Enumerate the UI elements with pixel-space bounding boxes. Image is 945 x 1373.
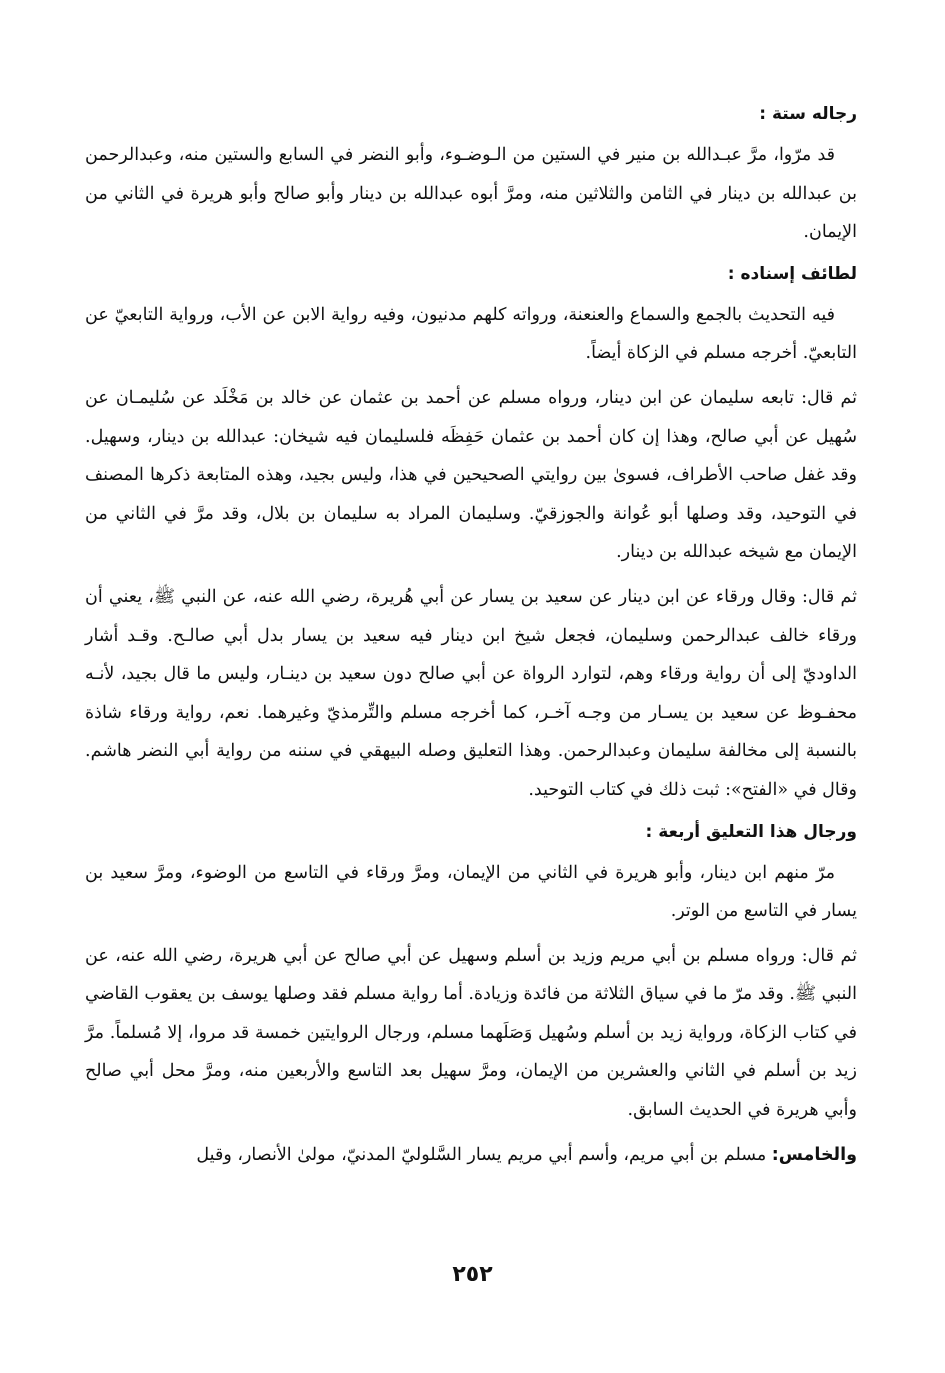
paragraph: فيه التحديث بالجمع والسماع والعنعنة، ورواته كلهم مدنيون، وفيه رواية الابن عن الأب، ورواية التابعيّ عن التابعيّ. أخرجه مسلم في الزكاة أيضاً. [85, 304, 857, 364]
paragraph: ثم قال: تابعه سليمان عن ابن دينار، ورواه مسلم عن أحمد بن عثمان عن خالد بن مَخْلَد عن سُليمـان عن سُهيل عن أبي صالح، وهذا إن كان أحمد بن عثمان حَفِظَه فلسليمان فيه شيخان: عبدالله بن دينار، وسهيل. وقد غفل صاحب الأطراف، فسوىٰ بين روايتي الصحيحين في هذا، وليس بجيد، وهذه المتابعة ذكرها المصنف في التوحيد، وقد وصلها أبو عُوانة والجوزقيّ. وسليمان المراد به سليمان بن بلال، وقد مرَّ في الثاني من الإيمان مع شيخه عبدالله بن دينار. [85, 387, 857, 563]
paragraph: ثم قال: وقال ورقاء عن ابن دينار عن سعيد بن يسار عن أبي هُريرة، رضي الله عنه، عن النبي ﷺ، يعني أن ورقاء خالف عبدالرحمن وسليمان، فجعل شيخ ابن دينار فيه سعيد بن يسار بدل أبي صالـح. وقـد أشار الداوديّ إلى أن رواية ورقاء وهم، لتوارد الرواة عن أبي صالح دون سعيد بن دينـار، وليس ما قال بجيد، لأنـه محفـوظ عن سعيد بن يسـار من وجـه آخـر، كما أخرجه مسلم والتِّرمذيّ وغيرهما. نعم، رواية ورقاء شاذة بالنسبة إلى مخالفة سليمان وعبدالرحمن. وهذا التعليق وصله البيهقي في سننه من رواية أبي النضر هاشم. وقال في «الفتح»: ثبت ذلك في كتاب التوحيد. [85, 586, 857, 800]
page-number: ٢٥٢ [452, 1262, 493, 1287]
section-heading-taliq-narrators: ورجال هذا التعليق أربعة : [645, 821, 857, 842]
section-heading-narrators: رجاله ستة : [759, 104, 857, 124]
closing-paragraph [85, 1136, 857, 1175]
paragraph: ثم قال: ورواه مسلم بن أبي مريم وزيد بن أسلم وسهيل عن أبي صالح عن أبي هريرة، رضي الله عنه، عن النبي ﷺ. وقد مرّ ما في سياق الثلاثة من فائدة وزيادة. أما رواية مسلم فقد وصلها يوسف بن يعقوب القاضي في كتاب الزكاة، ورواية زيد بن أسلم وسُهيل وَصَلَهما مسلم، ورجال الروايتين خمسة قد مروا، إلا مُسلماً. مرَّ زيد بن أسلم في الثاني والعشرين من الإيمان، ومرَّ سهيل بعد التاسع والأربعين منه، ومرَّ محل أبي صالح وأبي هريرة في الحديث السابق. [85, 945, 857, 1121]
paragraph: مرّ منهم ابن دينار، وأبو هريرة في الثاني من الإيمان، ومرَّ ورقاء في التاسع من الوضوء، ومرَّ سعيد بن يسار في التاسع من الوتر. [85, 862, 857, 922]
paragraph: قد مرّوا، مرَّ عبـدالله بن منير في الستين من الـوضـوء، وأبو النضر في السابع والستين منه، وعبدالرحمن بن عبدالله بن دينار في الثامن والثلاثين منه، ومرَّ أبوه عبدالله بن دينار وأبو صالح وأبو هريرة في الثاني من الإيمان. [85, 145, 857, 243]
closing-text: مسلم بن أبي مريم، وأسم أبي مريم يسار السَّلوليّ المدنيّ، مولىٰ الأنصار، وقيل [196, 1144, 772, 1165]
page-body [85, 92, 857, 1174]
section-heading-isnad-subtleties: لطائف إسناده : [727, 263, 857, 284]
closing-lead: والخامس: [771, 1144, 857, 1165]
